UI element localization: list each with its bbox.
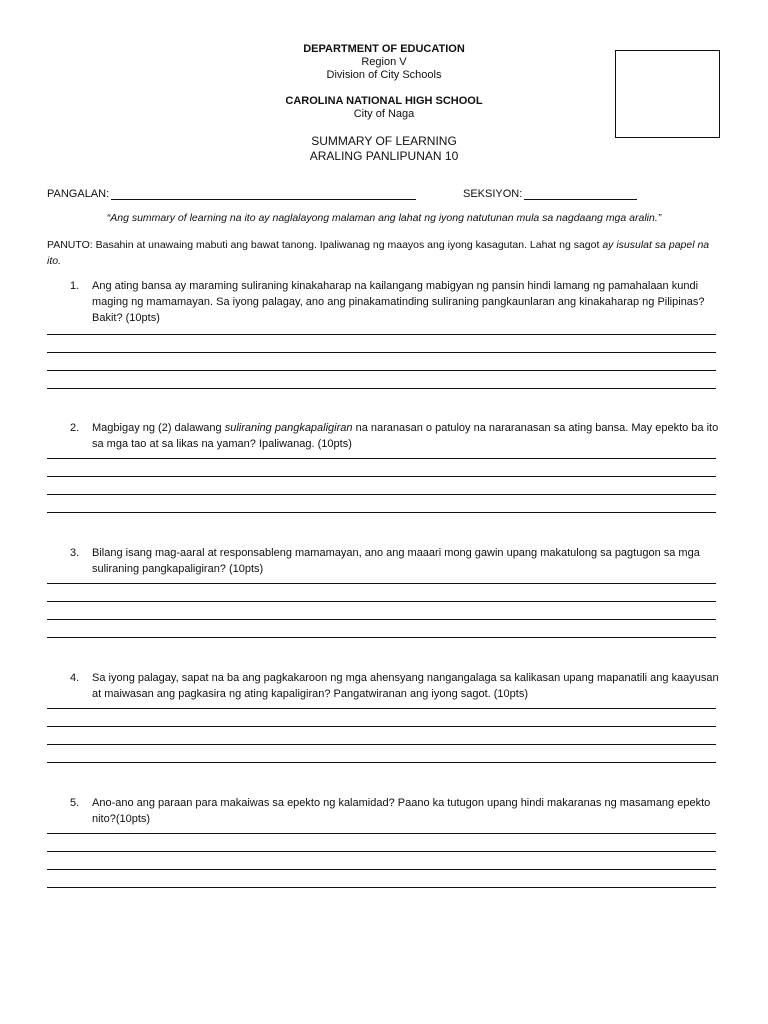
answer-line[interactable] <box>47 458 716 459</box>
answer-line[interactable] <box>47 887 716 888</box>
answer-line[interactable] <box>47 833 716 834</box>
question-3 <box>70 545 720 577</box>
answer-line[interactable] <box>47 334 716 335</box>
question-number: 1. <box>70 280 80 292</box>
city-name: City of Naga <box>353 108 415 120</box>
question-text: Bilang isang mag-aaral at responsableng mamamayan, ano ang maaari mong gawin upang makatulong sa pagtugon sa mga suliraning pangkapaligiran? (10pts) <box>92 547 700 575</box>
answer-line[interactable] <box>47 388 716 389</box>
name-label: PANGALAN: <box>47 188 110 200</box>
answer-line[interactable] <box>47 708 716 709</box>
section-label: SEKSIYON: <box>463 188 523 200</box>
division-name: Division of City Schools <box>326 69 442 81</box>
instructions-label: PANUTO: <box>47 239 93 251</box>
question-4 <box>70 670 720 702</box>
answer-lines-3[interactable] <box>47 583 716 655</box>
answer-line[interactable] <box>47 583 716 584</box>
school-name: CAROLINA NATIONAL HIGH SCHOOL <box>285 95 483 107</box>
instructions <box>47 237 717 269</box>
answer-line[interactable] <box>47 370 716 371</box>
answer-line[interactable] <box>47 762 716 763</box>
question-1 <box>70 278 720 326</box>
answer-line[interactable] <box>47 744 716 745</box>
question-text: Sa iyong palagay, sapat na ba ang pagkakaroon ng mga ahensyang nangangalaga sa kalikasan upang mapanatili ang kaayusan at maiwasan ang pagkasira ng ating kapaligiran? Pangatwiranan ang iyong sagot. (10pts) <box>92 672 719 700</box>
answer-lines-5[interactable] <box>47 833 716 905</box>
region-name: Region V <box>361 56 407 68</box>
answer-line[interactable] <box>47 851 716 852</box>
answer-line[interactable] <box>47 494 716 495</box>
question-5 <box>70 795 720 827</box>
answer-line[interactable] <box>47 869 716 870</box>
name-blank-line[interactable] <box>111 189 416 200</box>
question-text: Ano-ano ang paraan para makaiwas sa epekto ng kalamidad? Paano ka tutugon upang hindi makaranas ng masamang epekto nito?(10pts) <box>92 797 711 825</box>
question-number: 4. <box>70 672 80 684</box>
answer-lines-4[interactable] <box>47 708 716 780</box>
answer-line[interactable] <box>47 637 716 638</box>
answer-lines-2[interactable] <box>47 458 716 530</box>
question-number: 2. <box>70 422 80 434</box>
subject-title: ARALING PANLIPUNAN 10 <box>309 149 459 163</box>
question-number: 3. <box>70 547 80 559</box>
answer-line[interactable] <box>47 726 716 727</box>
section-field[interactable] <box>463 188 637 200</box>
name-field[interactable] <box>47 188 416 200</box>
instructions-text: Basahin at unawaing mabuti ang bawat tanong. Ipaliwanag ng maayos ang iyong kasagutan. Lahat ng sagot <box>92 239 603 251</box>
answer-line[interactable] <box>47 476 716 477</box>
answer-line[interactable] <box>47 601 716 602</box>
question-text: Ang ating bansa ay maraming suliraning kinakaharap na kailangang mabigyan ng pansin hindi lamang ng pamahalaan kundi maging ng mamamayan. Sa iyong palagay, ano ang pinakamatinding suliraning pangkaunlaran ang kinakaharap ng Pilipinas? Bakit? (10pts) <box>92 280 705 324</box>
worksheet-title: SUMMARY OF LEARNING <box>311 134 457 148</box>
section-blank-line[interactable] <box>524 189 637 200</box>
photo-box <box>615 50 720 138</box>
answer-line[interactable] <box>47 512 716 513</box>
answer-lines-1[interactable] <box>47 334 716 406</box>
intro-quote: “Ang summary of learning na ito ay naglalayong malaman ang lahat ng iyong natutunan mula sa nagdaang mga aralin.” <box>106 212 662 224</box>
department-name: DEPARTMENT OF EDUCATION <box>303 43 465 55</box>
question-2 <box>70 420 720 452</box>
question-text: Magbigay ng (2) dalawang suliraning pangkapaligiran na naranasan o patuloy na nararanasan sa ating bansa. May epekto ba ito sa mga tao at sa likas na yaman? Ipaliwanag. (10pts) <box>92 422 719 450</box>
instructions-italic: ay isusulat sa papel na ito. <box>47 239 710 267</box>
question-italic-term: suliraning pangkapaligiran <box>224 422 353 434</box>
question-number: 5. <box>70 797 80 809</box>
answer-line[interactable] <box>47 619 716 620</box>
answer-line[interactable] <box>47 352 716 353</box>
